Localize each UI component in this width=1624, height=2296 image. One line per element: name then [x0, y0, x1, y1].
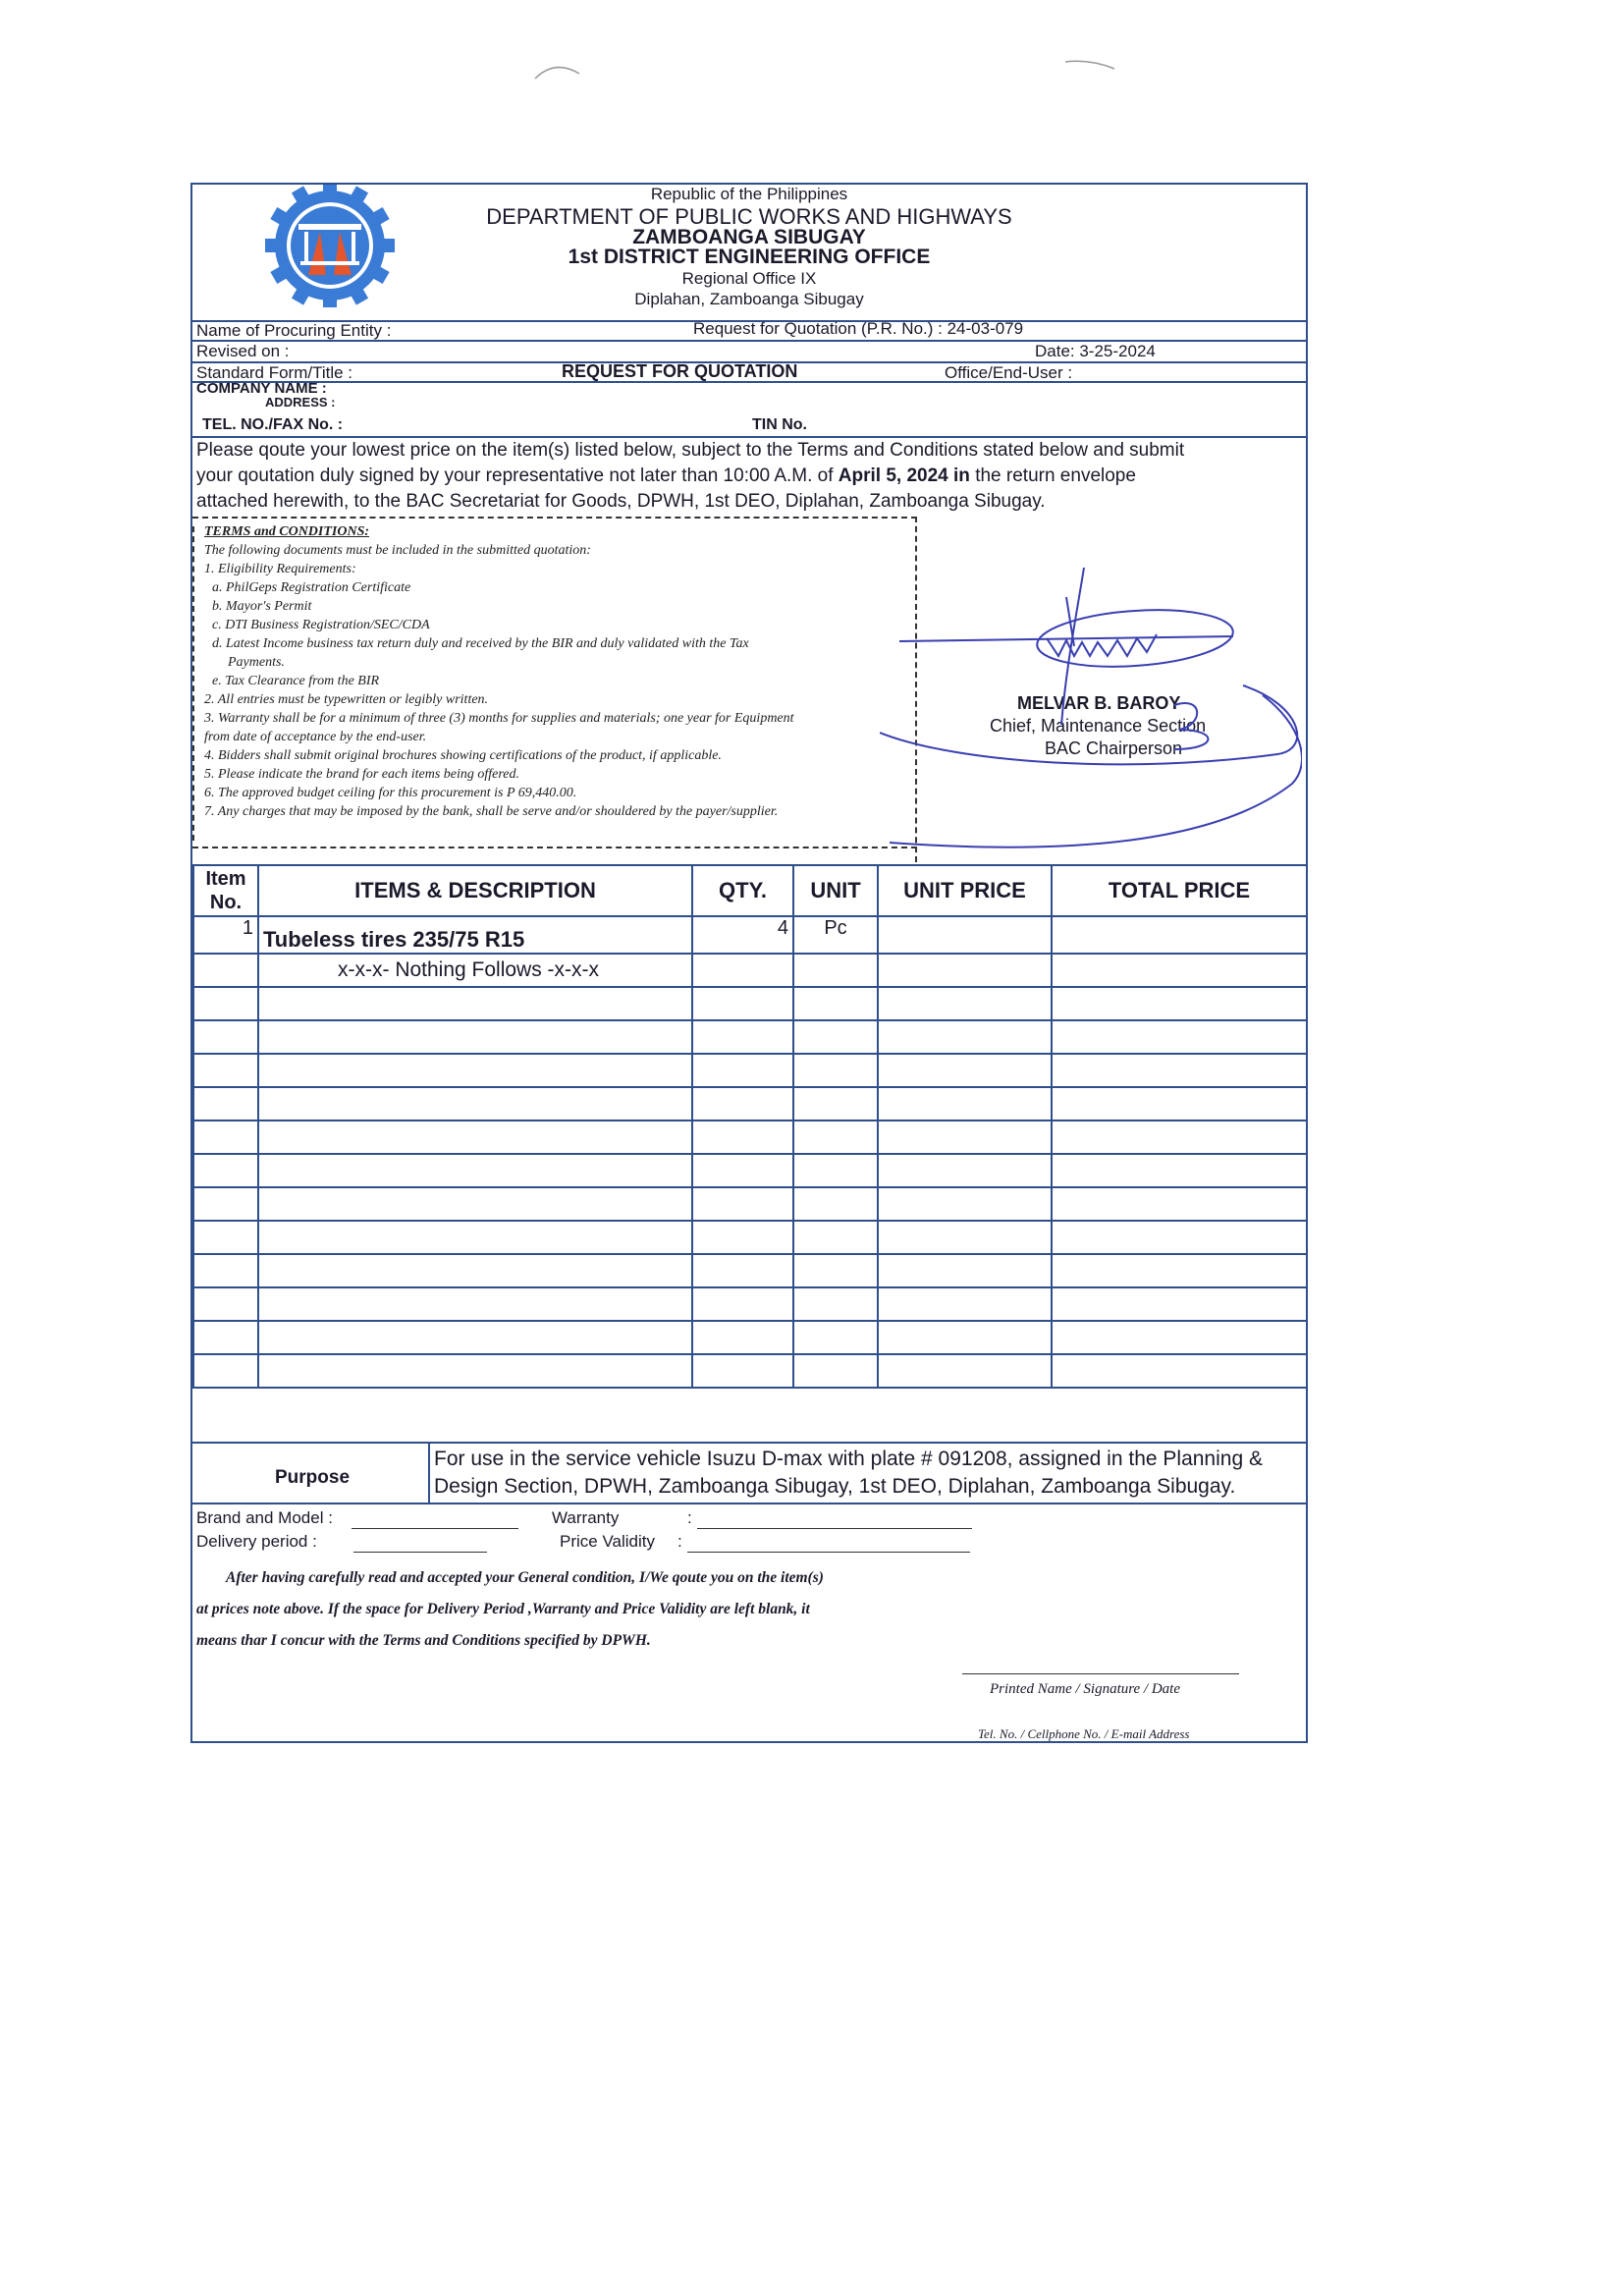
terms-line: e. Tax Clearance from the BIR — [212, 674, 380, 688]
signature-line[interactable] — [962, 1673, 1239, 1674]
tin-label: TIN No. — [752, 416, 807, 433]
intro-line-1: Please qoute your lowest price on the item(s) listed below, subject to the Terms and Conditions stated below and submit — [196, 440, 1185, 461]
accept-line-1: After having carefully read and accepted your General condition, I/We qoute you on the item(s) — [226, 1569, 824, 1586]
nothing-follows-cell: x-x-x- Nothing Follows -x-x-x — [258, 954, 692, 987]
terms-line: a. PhilGeps Registration Certificate — [212, 580, 411, 595]
table-row — [193, 954, 1307, 987]
warranty-label: Warranty — [552, 1508, 620, 1527]
republic-line: Republic of the Philippines — [650, 185, 848, 203]
terms-line: c. DTI Business Registration/SEC/CDA — [212, 618, 430, 632]
terms-line: 3. Warranty shall be for a minimum of three (3) months for supplies and materials; one year for Equipment — [204, 711, 794, 726]
table-row — [193, 916, 1307, 954]
brand-input[interactable] — [352, 1528, 518, 1529]
terms-line: 5. Please indicate the brand for each items being offered. — [204, 767, 520, 782]
signatory-position: Chief, Maintenance Section — [990, 716, 1207, 736]
procuring-entity-label: Name of Procuring Entity : — [196, 321, 392, 340]
table-row — [193, 1354, 1307, 1388]
description-cell: Tubeless tires 235/75 R15 — [258, 916, 692, 954]
address-label: ADDRESS : — [265, 395, 336, 410]
terms-box-left — [192, 526, 194, 841]
table-row — [193, 1187, 1307, 1221]
terms-line: from date of acceptance by the end-user. — [204, 730, 427, 744]
item-no-cell — [193, 954, 258, 987]
department-name: DEPARTMENT OF PUBLIC WORKS AND HIGHWAYS — [486, 204, 1012, 229]
item-no-cell: 1 — [193, 916, 258, 954]
handwritten-signature — [880, 558, 1302, 852]
terms-box-top — [192, 517, 917, 519]
validity-input[interactable] — [687, 1552, 970, 1553]
validity-label: Price Validity — [560, 1532, 655, 1551]
purpose-divider — [428, 1442, 430, 1503]
terms-line: 4. Bidders shall submit original brochures showing certifications of the product, if applicable. — [204, 748, 722, 763]
contact-caption: Tel. No. / Cellphone No. / E-mail Address — [978, 1726, 1190, 1741]
qty-header: QTY. — [692, 865, 793, 916]
total-price-cell[interactable] — [1052, 916, 1307, 954]
unit-header: UNIT — [793, 865, 878, 916]
terms-line: b. Mayor's Permit — [212, 599, 312, 614]
table-row — [193, 1154, 1307, 1187]
signatory-role: BAC Chairperson — [1045, 738, 1183, 758]
office-name: 1st DISTRICT ENGINEERING OFFICE — [568, 246, 931, 268]
purpose-line-2: Design Section, DPWH, Zamboanga Sibugay, 1st DEO, Diplahan, Zamboanga Sibugay. — [434, 1475, 1236, 1498]
accept-line-3: means thar I concur with the Terms and Conditions specified by DPWH. — [196, 1632, 651, 1649]
table-row — [193, 987, 1307, 1020]
location-line: Diplahan, Zamboanga Sibugay — [634, 290, 864, 308]
item-header-line-2: No. — [209, 892, 243, 913]
terms-line: 1. Eligibility Requirements: — [204, 562, 356, 576]
description-header: ITEMS & DESCRIPTION — [258, 865, 692, 916]
terms-box-bottom — [192, 847, 917, 848]
table-row — [193, 1020, 1307, 1054]
delivery-input[interactable] — [353, 1552, 487, 1553]
terms-line: 6. The approved budget ceiling for this procurement is P 69,440.00. — [204, 786, 577, 800]
table-row — [193, 1254, 1307, 1287]
purpose-line-1: For use in the service vehicle Isuzu D-max with plate # 091208, assigned in the Planning & — [434, 1448, 1263, 1470]
unit-price-cell[interactable] — [878, 954, 1052, 987]
table-header-row — [193, 865, 1307, 916]
terms-line: 7. Any charges that may be imposed by the bank, shall be serve and/or shouldered by the payer/supplier. — [204, 804, 779, 819]
company-label: COMPANY NAME : — [196, 380, 327, 397]
total-price-header: TOTAL PRICE — [1052, 865, 1307, 916]
unit-cell: Pc — [793, 916, 878, 954]
terms-line: d. Latest Income business tax return duly and received by the BIR and duly validated with the Tax — [212, 636, 749, 651]
accept-line-2: at prices note above. If the space for Delivery Period ,Warranty and Price Validity are left blank, it — [196, 1601, 810, 1617]
intro-line-3: attached herewith, to the BAC Secretariat for Goods, DPWH, 1st DEO, Diplahan, Zamboanga Sibugay. — [196, 491, 1046, 512]
qty-cell — [692, 954, 793, 987]
total-price-cell[interactable] — [1052, 954, 1307, 987]
purpose-label: Purpose — [275, 1467, 351, 1488]
terms-line: The following documents must be included in the submitted quotation: — [204, 543, 591, 558]
terms-title: TERMS and CONDITIONS: — [204, 524, 370, 539]
rfq-form — [190, 183, 1308, 1743]
warranty-input[interactable] — [697, 1528, 972, 1529]
revised-label: Revised on : — [196, 342, 290, 360]
warranty-colon: : — [687, 1508, 692, 1527]
table-row — [193, 1287, 1307, 1321]
table-row — [193, 1221, 1307, 1254]
qty-cell: 4 — [692, 916, 793, 954]
items-table — [192, 864, 1308, 1389]
terms-line: Payments. — [228, 655, 285, 670]
province-name: ZAMBOANGA SIBUGAY — [632, 226, 866, 248]
deadline-date: April 5, 2024 in — [838, 465, 970, 486]
signatory-name: MELVAR B. BAROY — [1017, 693, 1181, 713]
intro-line-2-end: the return envelope — [969, 465, 1136, 486]
table-row — [193, 1121, 1307, 1154]
form-label: Standard Form/Title : — [196, 363, 353, 382]
table-row — [193, 1054, 1307, 1087]
table-row — [193, 1321, 1307, 1354]
form-title: REQUEST FOR QUOTATION — [562, 361, 798, 381]
signature-caption: Printed Name / Signature / Date — [990, 1681, 1181, 1697]
validity-colon: : — [677, 1532, 682, 1551]
terms-line: 2. All entries must be typewritten or legibly written. — [204, 692, 489, 707]
tel-label: TEL. NO./FAX No. : — [202, 416, 344, 433]
unit-price-cell[interactable] — [878, 916, 1052, 954]
rfq-date: Date: 3-25-2024 — [1035, 342, 1156, 360]
unit-cell — [793, 954, 878, 987]
region-line: Regional Office IX — [681, 269, 817, 288]
intro-line-2 — [196, 465, 1136, 487]
item-header-line-1: Item — [205, 868, 246, 890]
rfq-number: Request for Quotation (P.R. No.) : 24-03-079 — [693, 319, 1024, 338]
delivery-label: Delivery period : — [196, 1532, 317, 1551]
item-no-header — [193, 865, 258, 916]
scan-mark — [1060, 54, 1119, 74]
intro-line-2-text: your qoutation duly signed by your representative not later than 10:00 A.M. of — [196, 465, 839, 486]
office-label: Office/End-User : — [945, 363, 1073, 382]
unit-price-header: UNIT PRICE — [878, 865, 1052, 916]
table-row — [193, 1087, 1307, 1121]
scan-mark — [530, 54, 589, 83]
brand-label: Brand and Model : — [196, 1508, 333, 1527]
